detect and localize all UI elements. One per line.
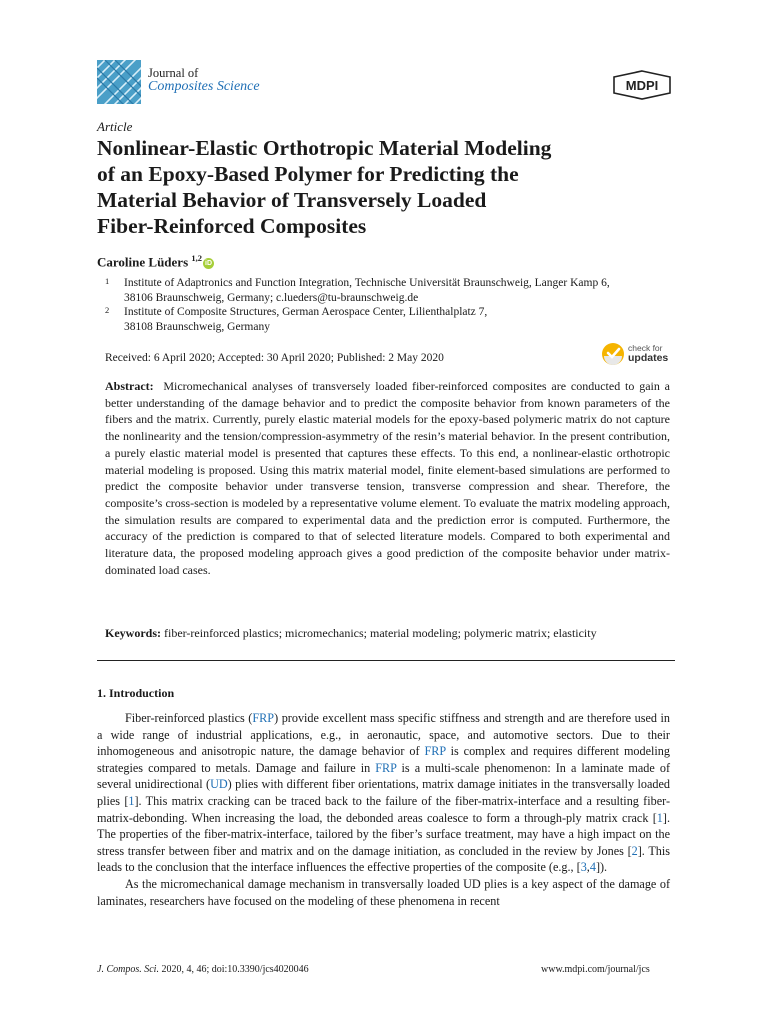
section-divider bbox=[97, 660, 675, 661]
title-line: of an Epoxy-Based Polymer for Predicting the bbox=[97, 162, 519, 186]
abbrev-link[interactable]: UD bbox=[210, 777, 228, 792]
citation-link[interactable]: 2 bbox=[631, 843, 638, 858]
abstract-label: Abstract: bbox=[105, 379, 154, 393]
affiliation-number: 2 bbox=[105, 305, 110, 315]
title-line: Fiber-Reinforced Composites bbox=[97, 214, 367, 238]
affiliation-1 bbox=[105, 276, 610, 306]
check-for-updates-badge[interactable] bbox=[600, 341, 672, 369]
keywords-label: Keywords: bbox=[105, 626, 161, 640]
journal-abbreviation: J. Compos. Sci. bbox=[97, 964, 159, 975]
author-name: Caroline Lüders bbox=[97, 254, 189, 270]
orcid-icon[interactable]: iD bbox=[205, 260, 213, 268]
journal-logo-icon bbox=[97, 60, 141, 104]
article-title bbox=[97, 135, 677, 239]
check-updates-line1: check for bbox=[628, 343, 663, 353]
paragraph: Fiber-reinforced plastics (FRP) provide excellent mass specific stiffness and strength and are therefore used in a wide range of industrial applications, e.g., in aeronautic, space, and automotive sectors. Due to their inhomogeneous and anisotropic nature, the damage behavior of FRP is complex and requires different modeling strategies compared to metals. Damage and failure in FRP is a multi-scale phenomenon: In a laminate made of several unidirectional (UD) plies with different fiber orientations, matrix damage initiates in the transversally loaded plies [1]. This matrix cracking can be traced back to the failure of the fiber-matrix-interface and a resulting fiber-matrix-debonding. When increasing the load, the debonded areas coalesce to form a through-ply matrix crack [1]. The properties of the fiber-matrix-interface, tailored by the fiber’s surface treatment, may have a high impact on the stress transfer between fiber and matrix and on the damage initiation, as concluded in the review by Jones [2]. This leads to the conclusion that the interface influences the effective properties of the composite (e.g., [3,4]). bbox=[97, 711, 670, 875]
affiliation-2 bbox=[105, 305, 487, 335]
affiliation-line: 38106 Braunschweig, Germany; c.lueders@tu-braunschweig.de bbox=[124, 292, 419, 304]
citation-link[interactable]: 1 bbox=[128, 793, 135, 808]
journal-name: Composites Science bbox=[148, 79, 260, 94]
article-type: Article bbox=[97, 119, 133, 134]
publisher-name: MDPI bbox=[625, 78, 659, 93]
title-line: Material Behavior of Transversely Loaded bbox=[97, 188, 487, 212]
citation-link[interactable]: 3 bbox=[580, 860, 587, 875]
citation-details: 2020, 4, 46; doi:10.3390/jcs4020046 bbox=[158, 964, 309, 975]
affiliation-line: Institute of Adaptronics and Function Integration, Technische Universität Braunschweig, Langer Kamp 6, bbox=[124, 277, 610, 289]
abbrev-link[interactable]: FRP bbox=[375, 760, 397, 775]
publication-dates: Received: 6 April 2020; Accepted: 30 April 2020; Published: 2 May 2020 bbox=[105, 352, 444, 364]
citation-link[interactable]: 1 bbox=[656, 810, 663, 825]
abbrev-link[interactable]: FRP bbox=[252, 711, 275, 725]
journal-prefix: Journal of bbox=[148, 66, 199, 80]
paragraph: As the micromechanical damage mechanism in transversally loaded UD plies is a key aspect of the damage of laminates, researchers have focused on the modeling of these phenomena in recent bbox=[97, 876, 670, 908]
mdpi-logo[interactable] bbox=[612, 70, 672, 100]
footer-url[interactable]: www.mdpi.com/journal/jcs bbox=[541, 964, 650, 975]
section-heading: 1. Introduction bbox=[97, 686, 175, 700]
author-affil-sup: 1,2 bbox=[191, 253, 203, 263]
affiliation-line: 38108 Braunschweig, Germany bbox=[124, 321, 270, 333]
affiliation-line: Institute of Composite Structures, German Aerospace Center, Lilienthalplatz 7, bbox=[124, 306, 488, 318]
abstract-text: Micromechanical analyses of transversely loaded fiber-reinforced composites are conducted to gain a better understanding of the damage behavior and to predict the composite behavior from known parameters of the fibers and the matrix. Currently, purely elastic material models for the epoxy-based polymeric matrix do not capture the nonlinearity and the tension/compression-asymmetry of the resin’s material behavior. In the present contribution, a purely elastic material model is presented that captures these effects. To this end, a nonlinear-elastic orthotropic material modeling is proposed. Using this matrix material model, finite element-based simulations are performed to predict the composite behavior under transverse tension, transverse compression and shear. Therefore, the composite’s cross-section is modeled by a representative volume element. To evaluate the matrix modeling approach, the simulation results are compared to experimental data and the prediction error is computed. Furthermore, the accuracy of the prediction is compared to that of selected literature models. Compared to both experimental and literature data, the proposed modeling approach gives a good prediction of the composite behavior under matrix-dominated load cases. bbox=[105, 379, 671, 577]
footer-citation bbox=[97, 964, 309, 975]
title-line: Nonlinear-Elastic Orthotropic Material Modeling bbox=[97, 136, 552, 160]
abstract bbox=[105, 378, 670, 578]
affiliation-number: 1 bbox=[105, 276, 110, 286]
keywords bbox=[105, 626, 675, 641]
check-updates-line2: updates bbox=[628, 352, 669, 364]
citation-link[interactable]: 4 bbox=[589, 860, 596, 875]
introduction-body bbox=[97, 710, 670, 909]
author bbox=[97, 253, 214, 270]
check-updates-icon bbox=[600, 341, 626, 367]
keywords-text: fiber-reinforced plastics; micromechanics; material modeling; polymeric matrix; elasticity bbox=[164, 626, 597, 640]
abbrev-link[interactable]: FRP bbox=[424, 744, 446, 759]
